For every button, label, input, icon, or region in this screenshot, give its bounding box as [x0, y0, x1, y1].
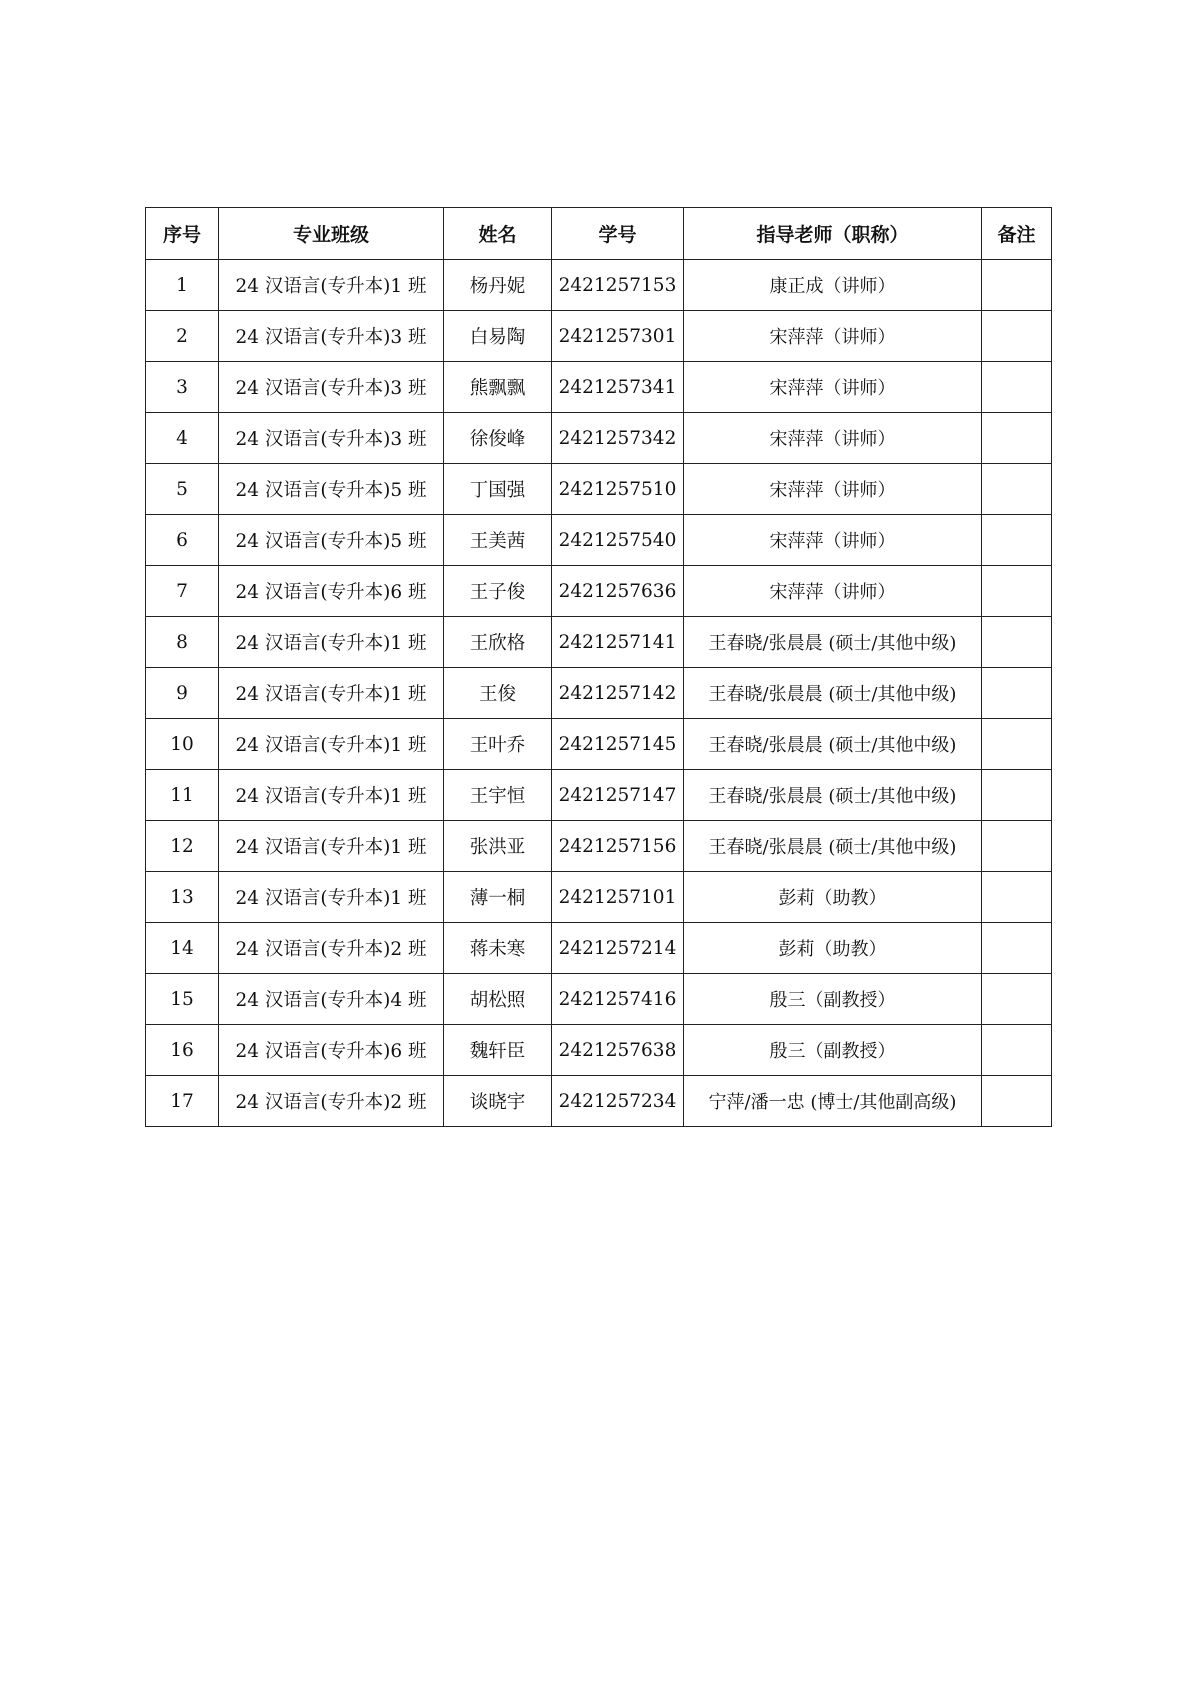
cell-student-id: 2421257301 [552, 311, 684, 362]
cell-remarks [982, 1076, 1052, 1127]
table-row [146, 668, 1052, 719]
cell-major-class: 24 汉语言(专升本)2 班 [219, 1076, 444, 1127]
cell-advisor: 王春晓/张晨晨 (硕士/其他中级) [684, 719, 982, 770]
cell-major-class: 24 汉语言(专升本)1 班 [219, 668, 444, 719]
cell-major-class: 24 汉语言(专升本)5 班 [219, 464, 444, 515]
table-body [146, 260, 1052, 1127]
cell-serial-number: 13 [146, 872, 219, 923]
cell-student-name: 胡松照 [444, 974, 552, 1025]
cell-student-id: 2421257142 [552, 668, 684, 719]
cell-student-name: 王欣格 [444, 617, 552, 668]
cell-serial-number: 4 [146, 413, 219, 464]
cell-student-name: 王美茜 [444, 515, 552, 566]
cell-major-class: 24 汉语言(专升本)1 班 [219, 617, 444, 668]
cell-student-id: 2421257416 [552, 974, 684, 1025]
cell-major-class: 24 汉语言(专升本)4 班 [219, 974, 444, 1025]
cell-serial-number: 17 [146, 1076, 219, 1127]
header-remarks: 备注 [982, 208, 1052, 260]
header-major-class: 专业班级 [219, 208, 444, 260]
header-student-id: 学号 [552, 208, 684, 260]
header-student-name: 姓名 [444, 208, 552, 260]
cell-major-class: 24 汉语言(专升本)6 班 [219, 566, 444, 617]
cell-major-class: 24 汉语言(专升本)2 班 [219, 923, 444, 974]
cell-remarks [982, 1025, 1052, 1076]
cell-student-id: 2421257141 [552, 617, 684, 668]
cell-major-class: 24 汉语言(专升本)6 班 [219, 1025, 444, 1076]
cell-remarks [982, 668, 1052, 719]
cell-student-id: 2421257153 [552, 260, 684, 311]
table-row [146, 464, 1052, 515]
cell-remarks [982, 362, 1052, 413]
cell-student-id: 2421257540 [552, 515, 684, 566]
cell-student-id: 2421257341 [552, 362, 684, 413]
cell-advisor: 康正成（讲师） [684, 260, 982, 311]
cell-student-name: 杨丹妮 [444, 260, 552, 311]
cell-advisor: 殷三（副教授） [684, 974, 982, 1025]
table-row [146, 923, 1052, 974]
cell-student-name: 王俊 [444, 668, 552, 719]
cell-serial-number: 2 [146, 311, 219, 362]
cell-student-name: 魏轩臣 [444, 1025, 552, 1076]
cell-remarks [982, 515, 1052, 566]
cell-student-name: 徐俊峰 [444, 413, 552, 464]
cell-advisor: 宋萍萍（讲师） [684, 311, 982, 362]
cell-student-id: 2421257638 [552, 1025, 684, 1076]
table-row [146, 1076, 1052, 1127]
cell-remarks [982, 923, 1052, 974]
cell-student-name: 谈晓宇 [444, 1076, 552, 1127]
table-row [146, 1025, 1052, 1076]
table-header-row [146, 208, 1052, 260]
cell-serial-number: 8 [146, 617, 219, 668]
cell-student-id: 2421257510 [552, 464, 684, 515]
cell-major-class: 24 汉语言(专升本)1 班 [219, 821, 444, 872]
cell-remarks [982, 872, 1052, 923]
table-row [146, 617, 1052, 668]
cell-student-name: 张洪亚 [444, 821, 552, 872]
cell-student-name: 丁国强 [444, 464, 552, 515]
cell-advisor: 宁萍/潘一忠 (博士/其他副高级) [684, 1076, 982, 1127]
cell-remarks [982, 464, 1052, 515]
cell-major-class: 24 汉语言(专升本)1 班 [219, 770, 444, 821]
cell-student-name: 白易陶 [444, 311, 552, 362]
cell-advisor: 宋萍萍（讲师） [684, 413, 982, 464]
cell-advisor: 彭莉（助教） [684, 923, 982, 974]
table-row [146, 872, 1052, 923]
cell-serial-number: 10 [146, 719, 219, 770]
cell-serial-number: 16 [146, 1025, 219, 1076]
table-row [146, 566, 1052, 617]
cell-advisor: 宋萍萍（讲师） [684, 464, 982, 515]
cell-student-id: 2421257234 [552, 1076, 684, 1127]
cell-advisor: 王春晓/张晨晨 (硕士/其他中级) [684, 770, 982, 821]
table-row [146, 413, 1052, 464]
cell-advisor: 王春晓/张晨晨 (硕士/其他中级) [684, 668, 982, 719]
cell-remarks [982, 311, 1052, 362]
cell-serial-number: 5 [146, 464, 219, 515]
cell-student-id: 2421257147 [552, 770, 684, 821]
table-row [146, 260, 1052, 311]
header-advisor: 指导老师（职称） [684, 208, 982, 260]
cell-student-id: 2421257156 [552, 821, 684, 872]
cell-student-name: 王宇恒 [444, 770, 552, 821]
table-row [146, 974, 1052, 1025]
cell-student-name: 王子俊 [444, 566, 552, 617]
cell-advisor: 王春晓/张晨晨 (硕士/其他中级) [684, 821, 982, 872]
cell-student-name: 熊飘飘 [444, 362, 552, 413]
table-row [146, 770, 1052, 821]
cell-student-id: 2421257636 [552, 566, 684, 617]
cell-remarks [982, 719, 1052, 770]
cell-serial-number: 3 [146, 362, 219, 413]
cell-serial-number: 14 [146, 923, 219, 974]
cell-major-class: 24 汉语言(专升本)1 班 [219, 260, 444, 311]
cell-serial-number: 7 [146, 566, 219, 617]
cell-major-class: 24 汉语言(专升本)3 班 [219, 413, 444, 464]
cell-major-class: 24 汉语言(专升本)3 班 [219, 362, 444, 413]
cell-major-class: 24 汉语言(专升本)1 班 [219, 719, 444, 770]
cell-student-id: 2421257145 [552, 719, 684, 770]
cell-student-name: 蒋未寒 [444, 923, 552, 974]
cell-advisor: 宋萍萍（讲师） [684, 566, 982, 617]
table-row [146, 821, 1052, 872]
header-serial-number: 序号 [146, 208, 219, 260]
cell-advisor: 王春晓/张晨晨 (硕士/其他中级) [684, 617, 982, 668]
cell-serial-number: 11 [146, 770, 219, 821]
cell-student-id: 2421257342 [552, 413, 684, 464]
cell-advisor: 殷三（副教授） [684, 1025, 982, 1076]
cell-remarks [982, 617, 1052, 668]
table-row [146, 311, 1052, 362]
cell-serial-number: 1 [146, 260, 219, 311]
cell-major-class: 24 汉语言(专升本)1 班 [219, 872, 444, 923]
cell-student-id: 2421257101 [552, 872, 684, 923]
cell-remarks [982, 770, 1052, 821]
cell-serial-number: 6 [146, 515, 219, 566]
cell-remarks [982, 413, 1052, 464]
cell-major-class: 24 汉语言(专升本)3 班 [219, 311, 444, 362]
table-row [146, 719, 1052, 770]
cell-student-name: 王叶乔 [444, 719, 552, 770]
cell-student-id: 2421257214 [552, 923, 684, 974]
cell-serial-number: 15 [146, 974, 219, 1025]
cell-serial-number: 12 [146, 821, 219, 872]
cell-remarks [982, 260, 1052, 311]
cell-advisor: 宋萍萍（讲师） [684, 515, 982, 566]
cell-remarks [982, 974, 1052, 1025]
cell-advisor: 彭莉（助教） [684, 872, 982, 923]
cell-serial-number: 9 [146, 668, 219, 719]
advisor-assignment-table [145, 207, 1052, 1127]
cell-major-class: 24 汉语言(专升本)5 班 [219, 515, 444, 566]
cell-remarks [982, 566, 1052, 617]
cell-advisor: 宋萍萍（讲师） [684, 362, 982, 413]
cell-remarks [982, 821, 1052, 872]
cell-student-name: 薄一桐 [444, 872, 552, 923]
table-row [146, 515, 1052, 566]
table-row [146, 362, 1052, 413]
